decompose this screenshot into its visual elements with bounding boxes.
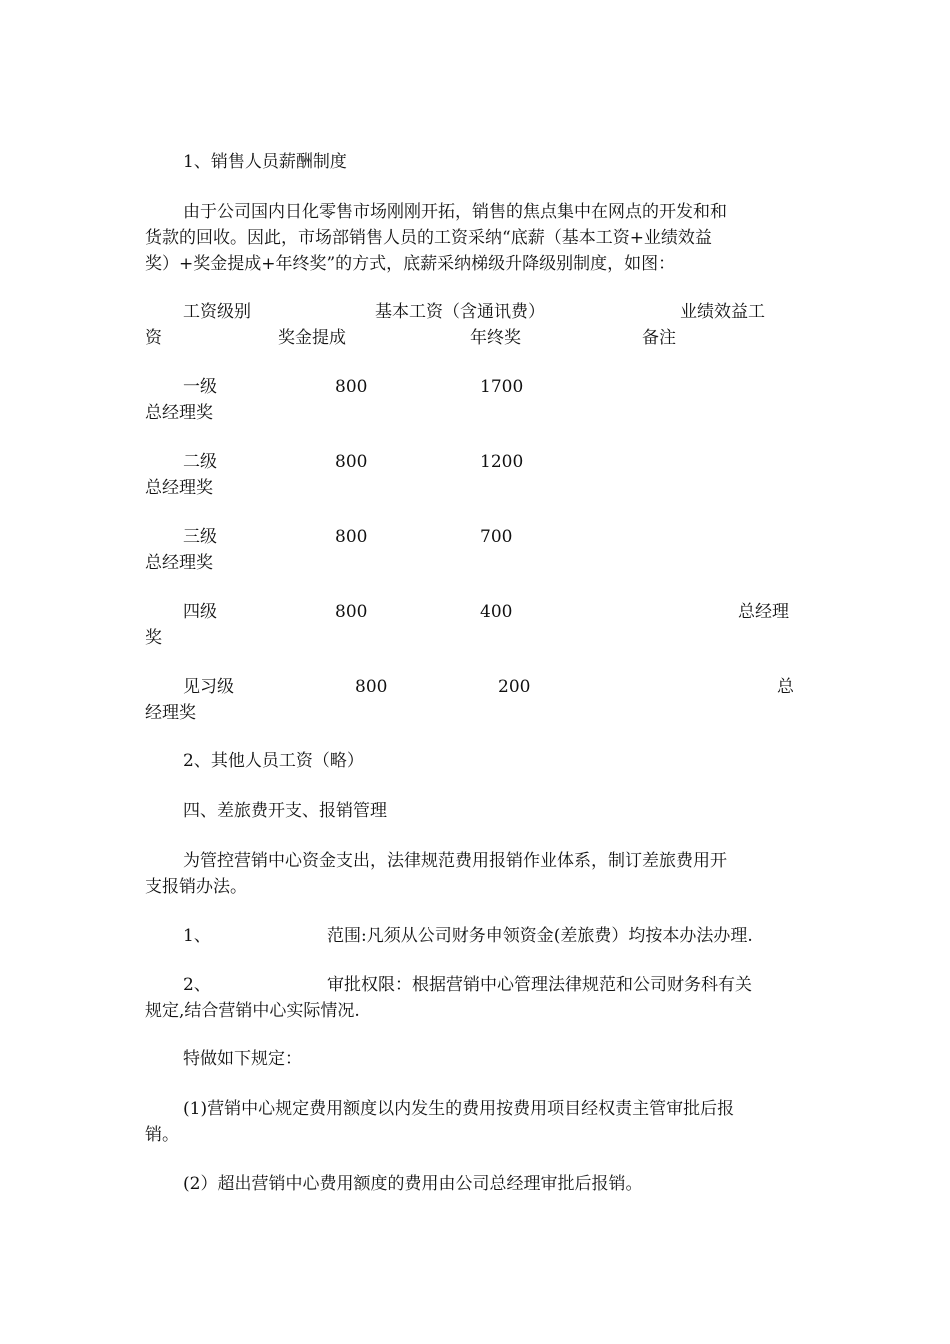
table-row-4-base: 800 — [335, 602, 368, 622]
table-row-3-annual: 总经理奖 — [145, 553, 213, 573]
table-row-3-perf: 700 — [480, 527, 513, 547]
table-row-2-annual: 总经理奖 — [145, 478, 213, 498]
item-1-number: 1、 — [183, 926, 211, 946]
intro-line-1: 由于公司国内日化零售市场刚刚开拓，销售的焦点集中在网点的开发和和 — [183, 202, 727, 222]
table-header-annual: 年终奖 — [470, 328, 521, 348]
table-row-1-perf: 1700 — [480, 377, 524, 397]
rule-1-line-2: 销。 — [145, 1125, 179, 1145]
table-row-4-annual: 总经理 — [738, 602, 789, 622]
table-header-perf: 业绩效益工 — [680, 302, 765, 322]
rule-2: (2）超出营销中心费用额度的费用由公司总经理审批后报销。 — [183, 1174, 643, 1194]
table-row-5-annual: 总 — [777, 677, 794, 697]
table-row-4-grade: 四级 — [183, 602, 217, 622]
table-row-2-base: 800 — [335, 452, 368, 472]
table-row-1-base: 800 — [335, 377, 368, 397]
section-heading-other-staff: 2、其他人员工资（略） — [183, 751, 364, 771]
table-header-grade: 工资级别 — [183, 302, 251, 322]
special-provisions: 特做如下规定： — [183, 1049, 302, 1069]
item-2-continuation: 规定,结合营销中心实际情况. — [145, 1001, 360, 1021]
table-row-5-grade: 见习级 — [183, 677, 234, 697]
table-header-bonus: 奖金提成 — [278, 328, 346, 348]
intro-line-3: 奖）+奖金提成+年终奖”的方式，底薪采纳梯级升降级别制度，如图： — [145, 254, 676, 274]
table-row-1-grade: 一级 — [183, 377, 217, 397]
table-row-5-base: 800 — [355, 677, 388, 697]
table-row-3-base: 800 — [335, 527, 368, 547]
item-2-text: 审批权限：根据营销中心管理法律规范和公司财务科有关 — [327, 975, 752, 995]
table-row-4-perf: 400 — [480, 602, 513, 622]
item-1-text: 范围:凡须从公司财务申领资金(差旅费）均按本办法办理. — [327, 926, 753, 946]
table-row-5-annual-cont: 经理奖 — [145, 703, 196, 723]
section-heading-salary-system: 1、销售人员薪酬制度 — [183, 152, 347, 172]
section-heading-travel-expense: 四、差旅费开支、报销管理 — [183, 801, 387, 821]
table-row-4-annual-cont: 奖 — [145, 628, 162, 648]
travel-intro-line-1: 为管控营销中心资金支出，法律规范费用报销作业体系，制订差旅费用开 — [183, 851, 727, 871]
table-row-1-annual: 总经理奖 — [145, 403, 213, 423]
table-row-3-grade: 三级 — [183, 527, 217, 547]
travel-intro-line-2: 支报销办法。 — [145, 877, 247, 897]
item-2-number: 2、 — [183, 975, 211, 995]
rule-1-line-1: (1)营销中心规定费用额度以内发生的费用按费用项目经权责主管审批后报 — [183, 1099, 735, 1119]
table-header-perf-cont: 资 — [145, 328, 162, 348]
table-row-2-perf: 1200 — [480, 452, 524, 472]
table-row-2-grade: 二级 — [183, 452, 217, 472]
table-row-5-perf: 200 — [498, 677, 531, 697]
intro-line-2: 货款的回收。因此，市场部销售人员的工资采纳“底薪（基本工资+业绩效益 — [145, 228, 712, 248]
table-header-remark: 备注 — [642, 328, 676, 348]
table-header-base: 基本工资（含通讯费） — [375, 302, 545, 322]
